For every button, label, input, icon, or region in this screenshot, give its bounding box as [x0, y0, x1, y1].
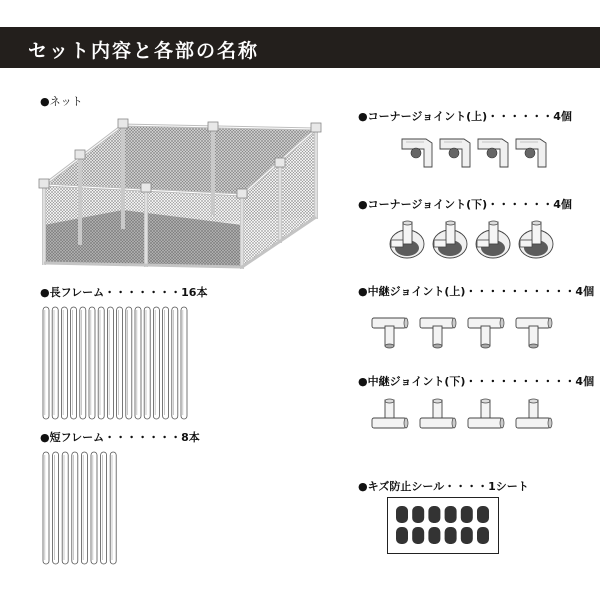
long-frame — [117, 307, 123, 419]
relay-joint-bottom — [516, 399, 552, 428]
relay-joint-bottom — [468, 399, 504, 428]
corner-joint-top-label: ●コーナージョイント(上)・・・・・・4個 — [358, 110, 572, 123]
relay-joint-top — [468, 318, 504, 348]
corner-joint-bottom-illustration — [385, 218, 565, 263]
net-illustration — [28, 105, 328, 275]
relay-joint-bottom-illustration — [370, 398, 560, 434]
long-frame — [98, 307, 104, 419]
seal-dot — [445, 506, 457, 523]
long-frame — [61, 307, 67, 419]
short-frame — [81, 452, 87, 564]
page-title: セット内容と各部の名称 — [28, 40, 260, 62]
long-frame — [181, 307, 187, 419]
net-label: ●ネット — [40, 95, 83, 108]
seal-dot — [396, 506, 408, 523]
long-frame — [153, 307, 159, 419]
short-frame — [43, 452, 49, 564]
seal-dot — [428, 527, 440, 544]
corner-joint-bottom — [519, 221, 553, 258]
corner-joint-top — [478, 139, 508, 167]
seal-dot — [396, 527, 408, 544]
seal-dot — [412, 506, 424, 523]
short-frame — [53, 452, 59, 564]
long-frame — [144, 307, 150, 419]
corner-joint-bottom — [433, 221, 467, 258]
seal-dot — [428, 506, 440, 523]
relay-joint-top — [372, 318, 408, 348]
corner-joint-bottom — [476, 221, 510, 258]
long-frame — [43, 307, 49, 419]
long-frame — [80, 307, 86, 419]
header-banner — [0, 27, 600, 68]
short-frame — [62, 452, 68, 564]
long-frame-label: ●長フレーム・・・・・・・16本 — [40, 286, 208, 299]
corner-joint-bottom — [390, 221, 424, 258]
seal-dot — [445, 527, 457, 544]
corner-joint-top — [440, 139, 470, 167]
short-frame — [91, 452, 97, 564]
short-frame-label: ●短フレーム・・・・・・・8本 — [40, 431, 200, 444]
long-frame — [172, 307, 178, 419]
long-frame-illustration — [40, 305, 200, 425]
long-frame — [52, 307, 58, 419]
seal-dot — [477, 506, 489, 523]
long-frame — [126, 307, 132, 419]
seal-label: ●キズ防止シール・・・・1シート — [358, 480, 529, 493]
long-frame — [107, 307, 113, 419]
short-frame — [110, 452, 116, 564]
long-frame — [135, 307, 141, 419]
short-frame — [72, 452, 78, 564]
relay-joint-top — [420, 318, 456, 348]
relay-joint-top-illustration — [370, 312, 560, 352]
corner-joint-top — [516, 139, 546, 167]
relay-joint-bottom — [420, 399, 456, 428]
relay-joint-bottom — [372, 399, 408, 428]
seal-dot — [461, 527, 473, 544]
relay-joint-top-label: ●中継ジョイント(上)・・・・・・・・・・4個 — [358, 285, 595, 298]
relay-joint-bottom-label: ●中継ジョイント(下)・・・・・・・・・・4個 — [358, 375, 595, 388]
short-frame — [101, 452, 107, 564]
long-frame — [71, 307, 77, 419]
short-frame-illustration — [40, 450, 140, 570]
corner-joint-top — [402, 139, 432, 167]
seal-dot — [461, 506, 473, 523]
corner-joint-bottom-label: ●コーナージョイント(下)・・・・・・4個 — [358, 198, 572, 211]
long-frame — [163, 307, 169, 419]
long-frame — [89, 307, 95, 419]
corner-joint-top-illustration — [398, 133, 558, 173]
seal-dot — [412, 527, 424, 544]
relay-joint-top — [516, 318, 552, 348]
seal-dot — [477, 527, 489, 544]
seal-sheet — [387, 497, 499, 554]
